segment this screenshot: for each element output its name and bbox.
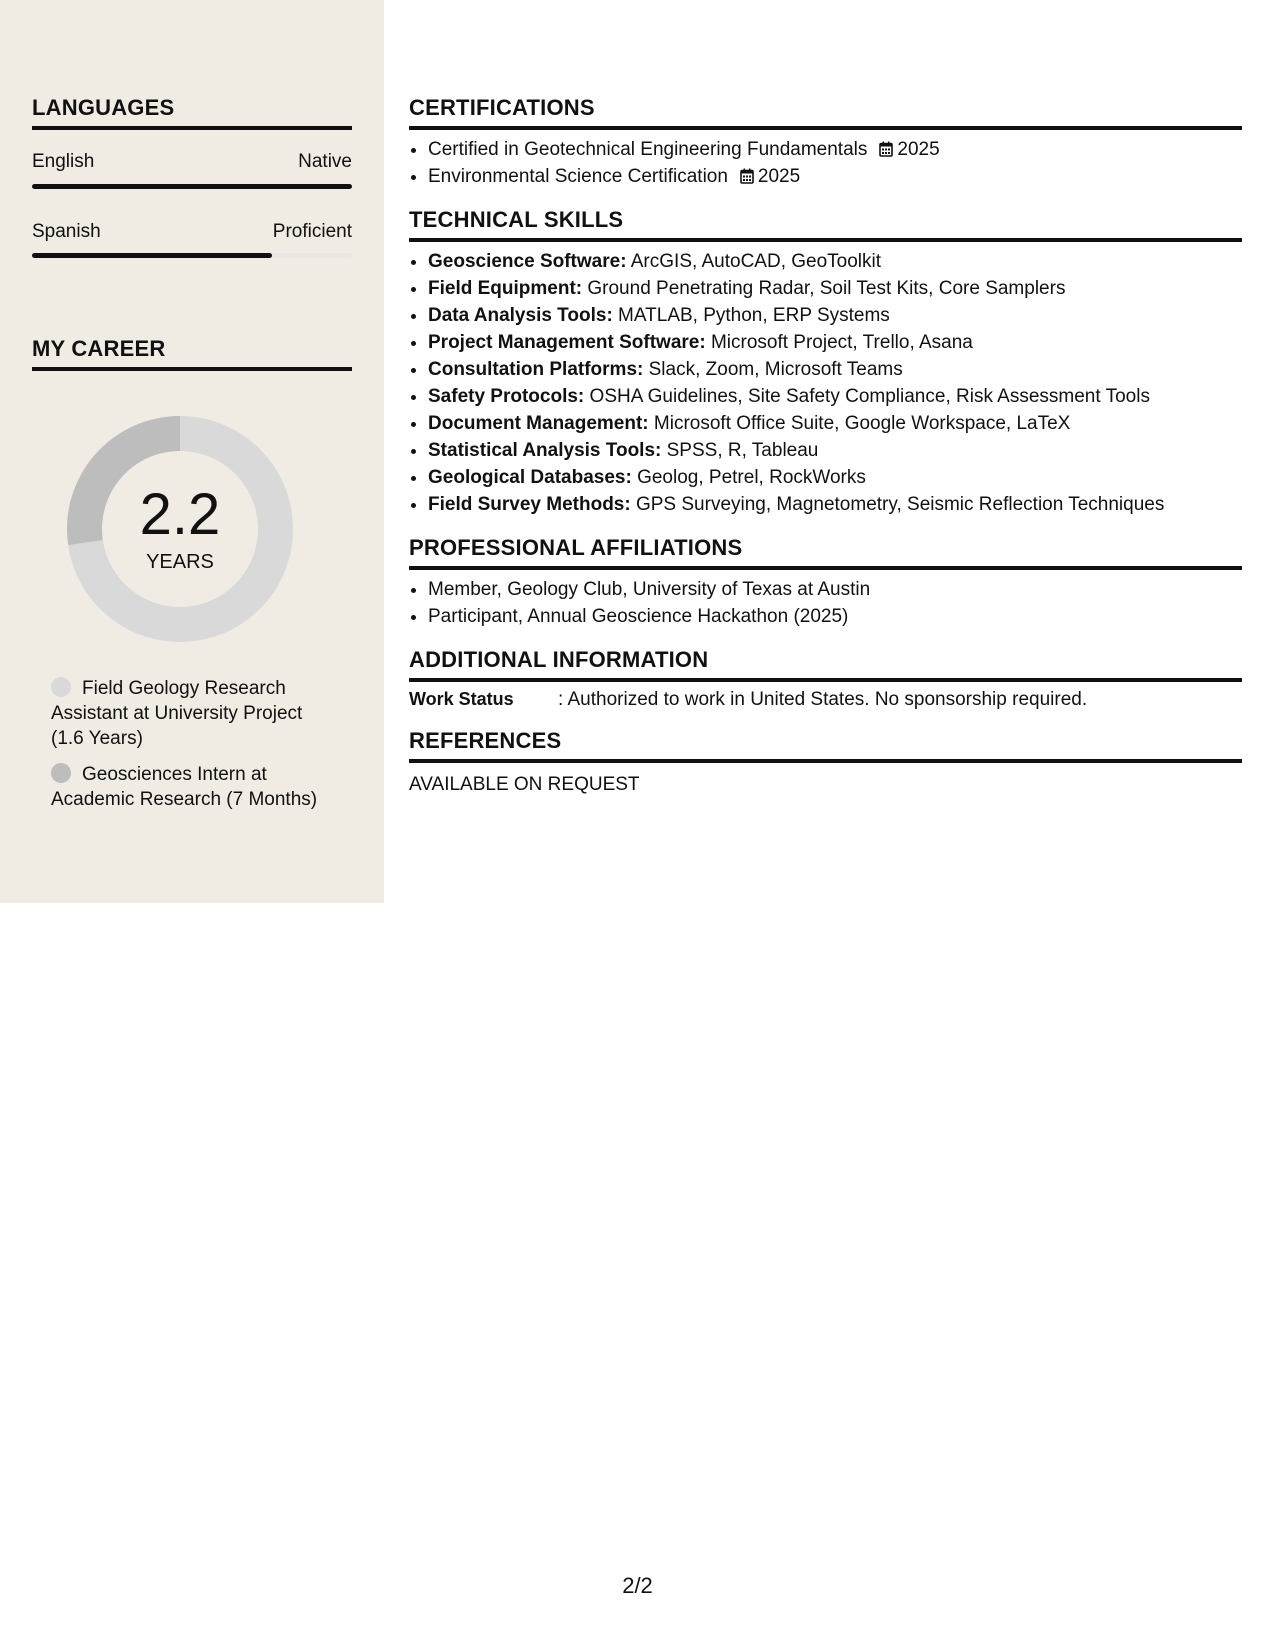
career-legend-label: Field Geology Research Assistant at University Project (1.6 Years): [51, 678, 303, 749]
technical-skills-list: [409, 248, 1242, 518]
certification-name: Environmental Science Certification: [428, 166, 728, 187]
references-title: REFERENCES: [409, 728, 562, 753]
technical-skills-rule: [409, 238, 1242, 242]
skill-label: Geological Databases:: [428, 467, 632, 488]
skill-item: [428, 329, 1242, 356]
references-text: AVAILABLE ON REQUEST: [409, 774, 640, 795]
language-name: English: [32, 151, 95, 172]
skill-label: Consultation Platforms:: [428, 359, 644, 380]
references-rule: [409, 759, 1242, 763]
language-row: [32, 221, 352, 245]
skill-item: [428, 464, 1242, 491]
skill-item: [428, 383, 1242, 410]
skill-label: Field Equipment:: [428, 278, 583, 299]
work-status-value: : Authorized to work in United States. No sponsorship required.: [558, 689, 1088, 710]
page-number: 2/2: [622, 1573, 653, 1598]
skill-item: [428, 248, 1242, 275]
skill-value: Ground Penetrating Radar, Soil Test Kits, Core Samplers: [582, 278, 1066, 299]
language-bar-fill: [32, 253, 272, 258]
legend-dot-icon: [51, 677, 71, 697]
skill-value: Microsoft Project, Trello, Asana: [705, 332, 973, 353]
affiliation-item: • Participant, Annual Geoscience Hackathon (2025): [428, 603, 1242, 630]
additional-info-title: ADDITIONAL INFORMATION: [409, 647, 709, 672]
certification-year: 2025: [897, 139, 940, 160]
skill-value: ArcGIS, AutoCAD, GeoToolkit: [626, 251, 882, 272]
skill-value: Slack, Zoom, Microsoft Teams: [643, 359, 903, 380]
skill-value: Microsoft Office Suite, Google Workspace, LaTeX: [648, 413, 1071, 434]
career-total-unit: YEARS: [146, 551, 214, 573]
career-legend-label: Geosciences Intern at Academic Research (7 Months): [51, 764, 318, 810]
skill-item: [428, 275, 1242, 302]
language-name: Spanish: [32, 221, 101, 242]
certifications-list: [409, 136, 1242, 190]
affiliation-item: • Member, Geology Club, University of Texas at Austin: [428, 576, 1242, 603]
affiliations-rule: [409, 566, 1242, 570]
language-row: [32, 151, 352, 175]
certification-item: [428, 163, 1242, 190]
work-status-label: Work Status: [409, 689, 514, 709]
skill-value: SPSS, R, Tableau: [661, 440, 819, 461]
skill-value: GPS Surveying, Magnetometry, Seismic Reflection Techniques: [630, 494, 1165, 515]
affiliations-list: [409, 576, 1242, 630]
certifications-rule: [409, 126, 1242, 130]
language-level: Proficient: [272, 221, 352, 242]
skill-label: Project Management Software:: [428, 332, 706, 353]
certification-item: [428, 136, 1242, 163]
skill-label: Data Analysis Tools:: [428, 305, 613, 326]
certifications-title: CERTIFICATIONS: [409, 95, 595, 120]
skill-value: Geolog, Petrel, RockWorks: [631, 467, 866, 488]
skill-label: Geoscience Software:: [428, 251, 627, 272]
language-bar-fill: [32, 184, 352, 189]
language-level: Native: [298, 151, 352, 172]
skill-label: Field Survey Methods:: [428, 494, 631, 515]
career-title-rule: [32, 367, 352, 371]
skill-value: OSHA Guidelines, Site Safety Compliance, Risk Assessment Tools: [584, 386, 1150, 407]
legend-dot-icon: [51, 763, 71, 783]
skill-item: [428, 410, 1242, 437]
skill-label: Document Management:: [428, 413, 649, 434]
career-legend-item: [51, 762, 331, 812]
sidebar: [0, 0, 384, 903]
skill-label: Safety Protocols:: [428, 386, 585, 407]
technical-skills-title: TECHNICAL SKILLS: [409, 207, 624, 232]
career-total-value: 2.2: [139, 482, 221, 547]
languages-title: LANGUAGES: [32, 95, 175, 120]
skill-label: Statistical Analysis Tools:: [428, 440, 662, 461]
skill-item: [428, 491, 1242, 518]
certification-year: 2025: [757, 166, 801, 187]
language-bar: [32, 253, 352, 258]
additional-info-rule: [409, 678, 1242, 682]
calendar-icon: [879, 141, 893, 157]
affiliations-title: PROFESSIONAL AFFILIATIONS: [409, 535, 743, 560]
language-bar: [32, 184, 352, 189]
career-title: MY CAREER: [32, 336, 166, 361]
languages-title-rule: [32, 126, 352, 130]
skill-item: [428, 437, 1242, 464]
skill-item: [428, 356, 1242, 383]
career-legend-item: [51, 676, 331, 751]
skill-value: MATLAB, Python, ERP Systems: [612, 305, 890, 326]
career-donut-chart: [67, 416, 293, 642]
calendar-icon: [740, 168, 754, 184]
skill-item: [428, 302, 1242, 329]
certification-name: Certified in Geotechnical Engineering Fundamentals: [428, 139, 868, 160]
